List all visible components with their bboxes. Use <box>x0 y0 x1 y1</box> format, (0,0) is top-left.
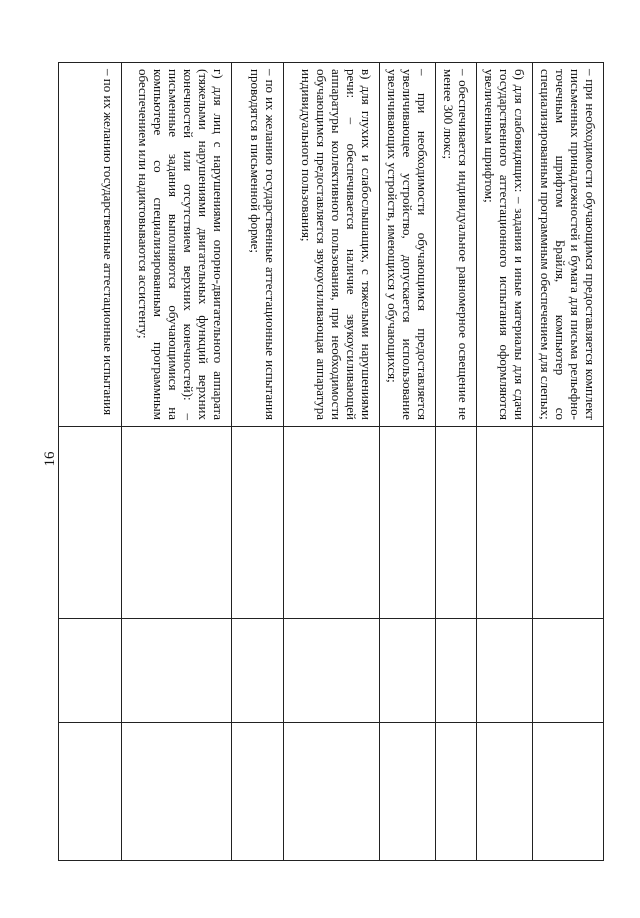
table-row <box>59 63 122 861</box>
table-cell-empty <box>284 723 380 861</box>
table-cell-empty <box>380 723 436 861</box>
table-cell-text: – обеспечивается индивидуальное равномерное освещение не менее 300 люкс; <box>436 63 477 427</box>
table-row <box>533 63 604 861</box>
table-cell-empty <box>232 619 284 723</box>
document-table <box>58 62 604 861</box>
page-number: 16 <box>42 451 58 467</box>
table-cell-empty <box>122 619 232 723</box>
table-cell-empty <box>533 427 604 619</box>
table-cell-text: в) для глухих и слабослышащих, с тяжелыми нарушениями речи: – обеспечивается наличие звукоусиливающей аппаратуры коллективного пользования, при необходимости обучающимся предоставляется звукоусиливающая аппаратура индивидуального пользования; <box>284 63 380 427</box>
table-cell-empty <box>59 619 122 723</box>
table-row <box>380 63 436 861</box>
table-cell-empty <box>122 723 232 861</box>
table-cell-empty <box>533 619 604 723</box>
table-cell-text: г) для лиц с нарушениями опорно-двигательного аппарата (тяжелыми нарушениями двигательных функций верхних конечностей или отсутствием верхних конечностей): – письменные задания выполняются обучающимися на компьютере со специализированным программным обеспечением или надиктовываются ассистенту; <box>122 63 232 427</box>
table-cell-empty <box>284 619 380 723</box>
table-cell-text: – при необходимости обучающимся предоставляется увеличивающее устройство, допускается использование увеличивающих устройств, имеющихся у обучающихся; <box>380 63 436 427</box>
table-cell-empty <box>284 427 380 619</box>
table-cell-empty <box>232 723 284 861</box>
table-cell-text: – при необходимости обучающимся предоставляется комплект письменных принадлежностей и бумага для письма рельефно-точечным шрифтом Брайля, компьютер со специализированным программным обеспечением для слепых; <box>533 63 604 427</box>
table-row <box>122 63 232 861</box>
table-cell-empty <box>436 427 477 619</box>
table-cell-empty <box>59 723 122 861</box>
table-row <box>477 63 533 861</box>
table-cell-empty <box>477 427 533 619</box>
table-cell-empty <box>380 619 436 723</box>
table-cell-text: – по их желанию государственные аттестационные испытания проводятся в письменной форме; <box>232 63 284 427</box>
table-row <box>436 63 477 861</box>
rotated-table-page <box>80 62 604 860</box>
table-cell-empty <box>59 427 122 619</box>
table-cell-empty <box>533 723 604 861</box>
table-cell-empty <box>436 723 477 861</box>
table-cell-empty <box>436 619 477 723</box>
table-row <box>284 63 380 861</box>
table-cell-empty <box>477 619 533 723</box>
table-row <box>232 63 284 861</box>
table-cell-empty <box>477 723 533 861</box>
table-cell-empty <box>380 427 436 619</box>
table-cell-text: б) для слабовидящих: – задания и иные материалы для сдачи государственного аттестационного испытания оформляются увеличенным шрифтом; <box>477 63 533 427</box>
table-cell-empty <box>122 427 232 619</box>
table-cell-empty <box>232 427 284 619</box>
table-cell-text: – по их желанию государственные аттестационные испытания <box>59 63 122 427</box>
